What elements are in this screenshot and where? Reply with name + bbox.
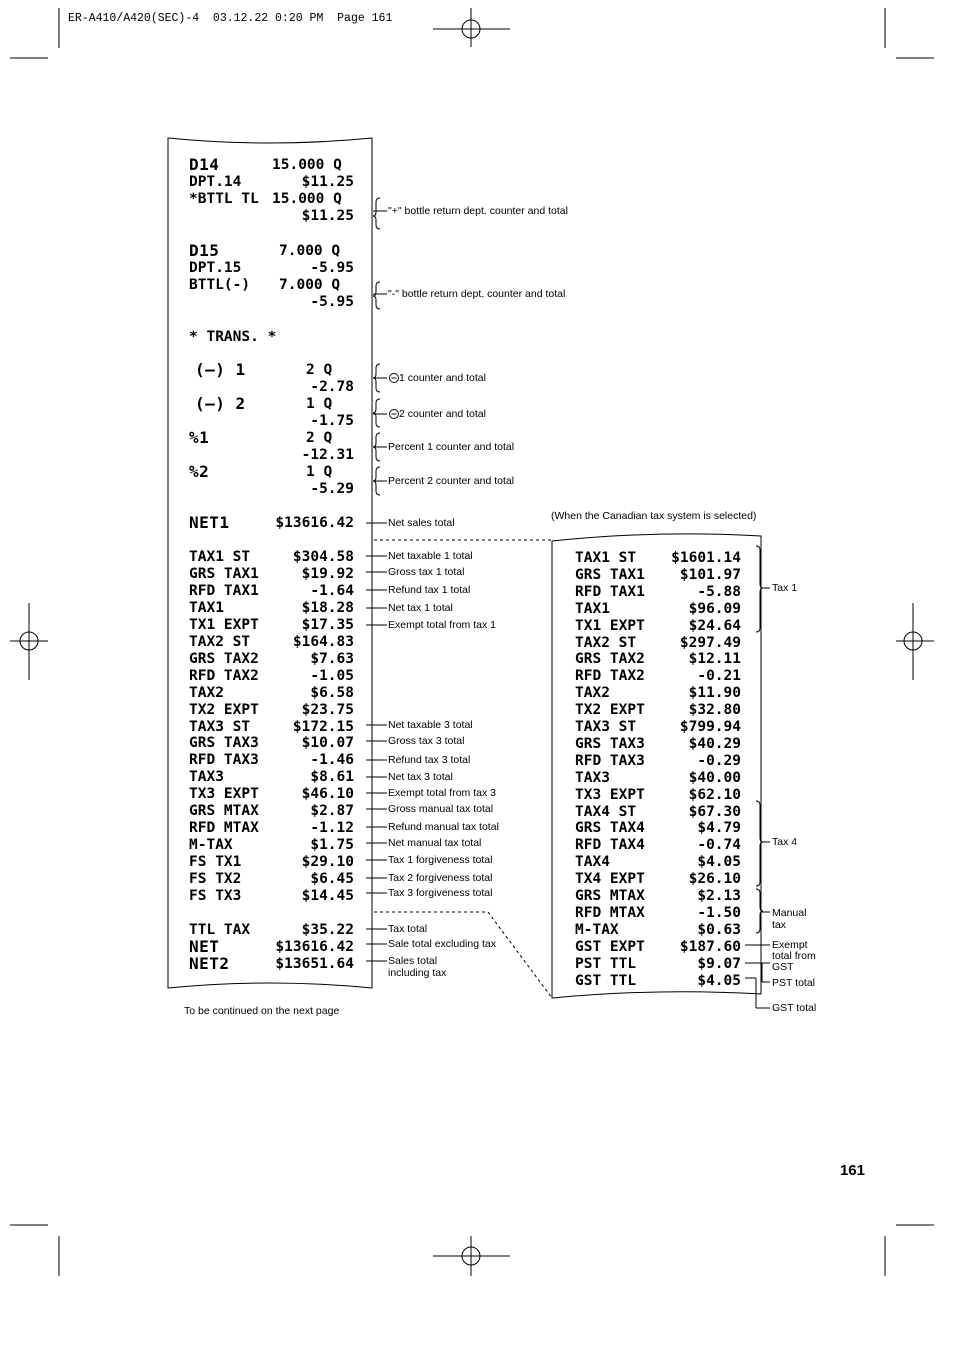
receipt-line-ttl-tax: TTL TAX [189, 922, 251, 938]
receipt-row [575, 770, 741, 787]
receipt-row [189, 786, 354, 803]
receipt-value-net1: $13616.42 [275, 515, 354, 531]
receipt-row-value: -1.64 [310, 582, 354, 599]
annotation-refund-tax3: Refund tax 3 total [388, 754, 471, 766]
receipt-row-value: $172.15 [292, 718, 354, 735]
receipt-row-value: $4.05 [697, 854, 741, 871]
receipt-row-label: TAX3 [575, 769, 610, 786]
annotation-net-sales: Net sales total [388, 517, 455, 529]
receipt-value-dpt15: -5.95 [310, 260, 354, 276]
receipt-row-label: TAX2 [189, 684, 224, 701]
receipt-row [189, 651, 354, 668]
annotation-gross-manual: Gross manual tax total [388, 803, 494, 815]
receipt-row-value: $101.97 [679, 566, 741, 583]
annotation-exempt-gst-line2: total from [772, 950, 816, 962]
receipt-row [575, 922, 741, 939]
receipt-row-value: $164.83 [292, 633, 354, 650]
receipt-row-value: $6.58 [310, 684, 354, 701]
receipt-row-value: -1.46 [310, 752, 354, 769]
receipt-row [575, 956, 741, 973]
receipt-row-label: RFD TAX3 [189, 752, 259, 769]
receipt-row [189, 837, 354, 854]
receipt-row-value: -5.88 [697, 583, 741, 600]
receipt-row-value: $29.10 [301, 854, 354, 871]
receipt-row-value: $17.35 [301, 616, 354, 633]
receipt-row [189, 685, 354, 702]
receipt-qty-pct1: 2 Q [306, 430, 333, 446]
receipt-row-value: $67.30 [688, 803, 741, 820]
receipt-row-label: RFD MTAX [575, 904, 645, 921]
annotation-exempt-gst-line3: GST [772, 961, 794, 973]
receipt-row [575, 635, 741, 652]
receipt-line-pct2: %2 [189, 462, 210, 481]
receipt-row-label: TAX4 [575, 854, 610, 871]
receipt-row-value: $96.09 [688, 600, 741, 617]
canadian-tax-note: (When the Canadian tax system is selected) [551, 510, 757, 522]
receipt-row-value: $799.94 [679, 719, 741, 735]
annotation-gross-tax1: Gross tax 1 total [388, 566, 465, 578]
receipt-row [189, 549, 354, 566]
receipt-row-label: TX1 EXPT [575, 617, 645, 634]
receipt-row-value: $6.45 [310, 871, 354, 888]
receipt-row-label: GRS TAX1 [189, 565, 259, 582]
receipt-row-label: GRS TAX4 [575, 820, 645, 837]
annotation-pct2: Percent 2 counter and total [388, 475, 515, 487]
annotation-minus1: 1 counter and total [399, 372, 486, 384]
receipt-row-label: GRS TAX1 [575, 566, 645, 583]
annotation-exempt-tax3: Exempt total from tax 3 [388, 787, 496, 799]
right-receipt [575, 550, 741, 990]
receipt-row-value: -0.29 [697, 752, 741, 769]
receipt-row-value: $12.11 [688, 651, 741, 668]
receipt-value-dpt14: $11.25 [301, 174, 354, 190]
receipt-row [189, 702, 354, 719]
receipt-row-label: TAX2 [575, 685, 610, 702]
receipt-row [189, 719, 354, 736]
annotation-exempt-tax1: Exempt total from tax 1 [388, 619, 496, 631]
receipt-row-value: $4.05 [697, 972, 741, 989]
receipt-row-value: $1.75 [310, 837, 354, 854]
receipt-row [189, 871, 354, 888]
receipt-row [575, 804, 741, 821]
receipt-row-value: $11.90 [688, 685, 741, 702]
receipt-row [575, 719, 741, 736]
receipt-value-ttl-tax: $35.22 [301, 922, 354, 938]
receipt-row [189, 820, 354, 837]
receipt-qty-d15: 7.000 Q [279, 243, 341, 259]
receipt-row-value: $18.28 [301, 599, 354, 616]
receipt-row-label: TAX1 ST [575, 550, 637, 566]
receipt-row-value: -1.50 [697, 904, 741, 921]
receipt-value-pct1: -12.31 [301, 447, 354, 463]
annotation-forgive2: Tax 2 forgiveness total [388, 872, 493, 884]
receipt-value-net: $13616.42 [275, 939, 354, 955]
receipt-row-label: PST TTL [575, 955, 637, 972]
receipt-value-minus1: -2.78 [310, 379, 354, 395]
receipt-row [575, 787, 741, 804]
receipt-row-value: $23.75 [301, 701, 354, 718]
receipt-row [575, 854, 741, 871]
receipt-row [575, 651, 741, 668]
annotation-manual-line2: tax [772, 919, 787, 931]
receipt-row-label: TAX2 ST [189, 633, 251, 650]
annotation-net-tax3: Net tax 3 total [388, 771, 453, 783]
receipt-row [189, 668, 354, 685]
receipt-row [575, 888, 741, 905]
receipt-row-value: $7.63 [310, 650, 354, 667]
receipt-row-value: $187.60 [679, 938, 741, 955]
left-receipt [189, 157, 354, 987]
receipt-row-label: TX2 EXPT [575, 702, 645, 719]
receipt-value-bttl-tl: $11.25 [301, 208, 354, 224]
receipt-row-label: GRS TAX3 [575, 735, 645, 752]
receipt-row-value: -1.12 [310, 820, 354, 837]
receipt-row-label: TX3 EXPT [189, 786, 259, 803]
annotation-gst-total: GST total [772, 1002, 817, 1014]
receipt-row-label: GRS MTAX [575, 888, 645, 904]
annotation-forgive1: Tax 1 forgiveness total [388, 854, 493, 866]
receipt-row-label: RFD MTAX [189, 820, 259, 837]
print-header: ER-A410/A420(SEC)-4 03.12.22 0:20 PM Page 161 [68, 12, 393, 25]
page-number: 161 [839, 1162, 865, 1179]
receipt-row-label: GRS TAX2 [189, 650, 259, 667]
receipt-row [575, 601, 741, 618]
receipt-row [189, 803, 354, 820]
receipt-qty-bttl-minus: 7.000 Q [279, 277, 341, 293]
receipt-line-d15: D15 [189, 241, 220, 260]
annotation-net-taxable1: Net taxable 1 total [388, 550, 473, 562]
receipt-row-label: GST EXPT [575, 938, 645, 955]
receipt-value-bttl-minus: -5.95 [310, 294, 354, 310]
receipt-row [575, 584, 741, 601]
receipt-row-value: $24.64 [688, 617, 741, 634]
receipt-row-value: $19.92 [301, 565, 354, 582]
receipt-row [189, 854, 354, 871]
receipt-row-label: TX2 EXPT [189, 701, 259, 718]
receipt-row-value: -0.21 [697, 668, 741, 685]
receipt-row-label: RFD TAX1 [189, 582, 259, 599]
receipt-qty-pct2: 1 Q [306, 464, 333, 480]
receipt-row [575, 753, 741, 770]
receipt-value-minus2: -1.75 [310, 413, 354, 429]
receipt-row-value: -1.05 [310, 667, 354, 684]
receipt-line-minus1: (–) 1 [195, 360, 246, 379]
receipt-row-label: RFD TAX2 [575, 668, 645, 685]
receipt-row-label: RFD TAX2 [189, 667, 259, 684]
receipt-qty-d14: 15.000 Q [272, 157, 342, 173]
annotation-refund-tax1: Refund tax 1 total [388, 584, 471, 596]
receipt-row-value: $10.07 [301, 735, 354, 752]
receipt-row-value: -0.74 [697, 837, 741, 854]
receipt-row [189, 617, 354, 634]
receipt-row-value: $26.10 [688, 871, 741, 888]
annotation-net-tax1: Net tax 1 total [388, 602, 453, 614]
receipt-row-label: RFD TAX4 [575, 837, 645, 854]
receipt-row-value: $304.58 [292, 549, 354, 565]
receipt-row [189, 888, 354, 905]
annotation-sale-excl: Sale total excluding tax [388, 938, 496, 950]
annotation-sales-incl-line2: including tax [388, 967, 447, 979]
receipt-row [575, 973, 741, 990]
receipt-row [189, 735, 354, 752]
receipt-row [575, 567, 741, 584]
receipt-row [575, 736, 741, 753]
receipt-row [575, 702, 741, 719]
receipt-row-label: TX4 EXPT [575, 871, 645, 888]
receipt-row-label: FS TX1 [189, 854, 242, 871]
receipt-row [575, 837, 741, 854]
receipt-line-minus2: (–) 2 [195, 394, 246, 413]
receipt-row [575, 820, 741, 837]
receipt-row [575, 685, 741, 702]
receipt-line-dpt15: DPT.15 [189, 260, 242, 276]
receipt-row-value: $1601.14 [671, 550, 741, 566]
receipt-line-net1: NET1 [189, 513, 230, 532]
annotation-exempt-gst-line1: Exempt [772, 939, 808, 951]
receipt-row-value: $8.61 [310, 769, 354, 786]
receipt-row-value: $40.29 [688, 735, 741, 752]
annotation-sales-incl-line1: Sales total [388, 955, 438, 967]
annotation-manual-line1: Manual [772, 907, 807, 919]
receipt-qty-minus1: 2 Q [306, 362, 333, 378]
receipt-line-dpt14: DPT.14 [189, 174, 242, 190]
receipt-row-label: TAX3 ST [189, 718, 251, 735]
receipt-row [575, 550, 741, 567]
receipt-row-label: TAX3 ST [575, 719, 637, 735]
annotation-tax1: Tax 1 [772, 582, 798, 594]
receipt-qty-bttl-tl: 15.000 Q [272, 191, 342, 207]
receipt-row-value: $2.87 [310, 803, 354, 820]
receipt-row [575, 939, 741, 956]
receipt-line-net: NET [189, 937, 220, 956]
receipt-row [189, 769, 354, 786]
receipt-row-value: $297.49 [679, 634, 741, 651]
left-receipt-tax-rows [189, 549, 354, 909]
receipt-row-value: $32.80 [688, 702, 741, 719]
receipt-row-label: TX3 EXPT [575, 786, 645, 803]
receipt-row-label: RFD TAX3 [575, 752, 645, 769]
receipt-row-label: TAX1 [575, 600, 610, 617]
receipt-row-label: GRS MTAX [189, 803, 259, 820]
receipt-row [575, 905, 741, 922]
receipt-row-label: GRS TAX3 [189, 735, 259, 752]
receipt-row-label: M-TAX [189, 837, 233, 854]
receipt-row [189, 566, 354, 583]
receipt-row-label: GRS TAX2 [575, 651, 645, 668]
receipt-row-label: TAX3 [189, 769, 224, 786]
receipt-row-label: TX1 EXPT [189, 616, 259, 633]
receipt-row-value: $9.07 [697, 955, 741, 972]
receipt-row [575, 871, 741, 888]
receipt-line-d14: D14 [189, 155, 220, 174]
receipt-row-label: TAX4 ST [575, 803, 637, 820]
receipt-row-value: $0.63 [697, 921, 741, 938]
receipt-line-net2: NET2 [189, 954, 230, 973]
receipt-row-label: TAX1 ST [189, 549, 251, 565]
annotation-minus2: 2 counter and total [399, 408, 486, 420]
receipt-row-label: FS TX3 [189, 888, 242, 904]
receipt-row-value: $14.45 [301, 888, 354, 904]
receipt-line-bttl-tl: *BTTL TL [189, 191, 259, 207]
annotation-pct1: Percent 1 counter and total [388, 441, 515, 453]
receipt-row-label: FS TX2 [189, 871, 242, 888]
annotation-bottle-plus: "+" bottle return dept. counter and total [388, 205, 568, 217]
receipt-row-value: $4.79 [697, 820, 741, 837]
annotation-sales-incl [388, 955, 446, 979]
annotation-pst-total: PST total [772, 977, 815, 989]
continued-note: To be continued on the next page [184, 1005, 340, 1017]
receipt-row-label: GST TTL [575, 972, 637, 989]
annotation-forgive3: Tax 3 forgiveness total [388, 887, 493, 899]
annotation-bottle-minus: "-" bottle return dept. counter and total [388, 288, 566, 300]
receipt-row [575, 668, 741, 685]
receipt-value-pct2: -5.29 [310, 481, 354, 497]
receipt-row-label: TAX2 ST [575, 634, 637, 651]
receipt-row [189, 583, 354, 600]
receipt-qty-minus2: 1 Q [306, 396, 333, 412]
annotation-net-manual: Net manual tax total [388, 837, 482, 849]
receipt-row [189, 752, 354, 769]
annotation-tax-total: Tax total [388, 923, 428, 935]
receipt-value-net2: $13651.64 [275, 956, 354, 972]
annotation-refund-manual: Refund manual tax total [388, 821, 499, 833]
receipt-row-value: $62.10 [688, 786, 741, 803]
annotation-net-taxable3: Net taxable 3 total [388, 719, 473, 731]
receipt-row-label: TAX1 [189, 599, 224, 616]
receipt-line-bttl-minus: BTTL(-) [189, 277, 251, 293]
annotation-exempt-gst [772, 940, 816, 973]
receipt-row-label: RFD TAX1 [575, 583, 645, 600]
receipt-row-value: $46.10 [301, 786, 354, 803]
receipt-row-value: $2.13 [697, 888, 741, 904]
receipt-row-value: $40.00 [688, 769, 741, 786]
receipt-line-trans: * TRANS. * [189, 329, 277, 345]
annotation-gross-tax3: Gross tax 3 total [388, 735, 465, 747]
receipt-row [189, 634, 354, 651]
receipt-line-pct1: %1 [189, 428, 210, 447]
receipt-row-label: M-TAX [575, 921, 619, 938]
annotation-manual-tax [772, 907, 806, 931]
receipt-row [575, 618, 741, 635]
annotation-tax4: Tax 4 [772, 836, 798, 848]
receipt-row [189, 600, 354, 617]
